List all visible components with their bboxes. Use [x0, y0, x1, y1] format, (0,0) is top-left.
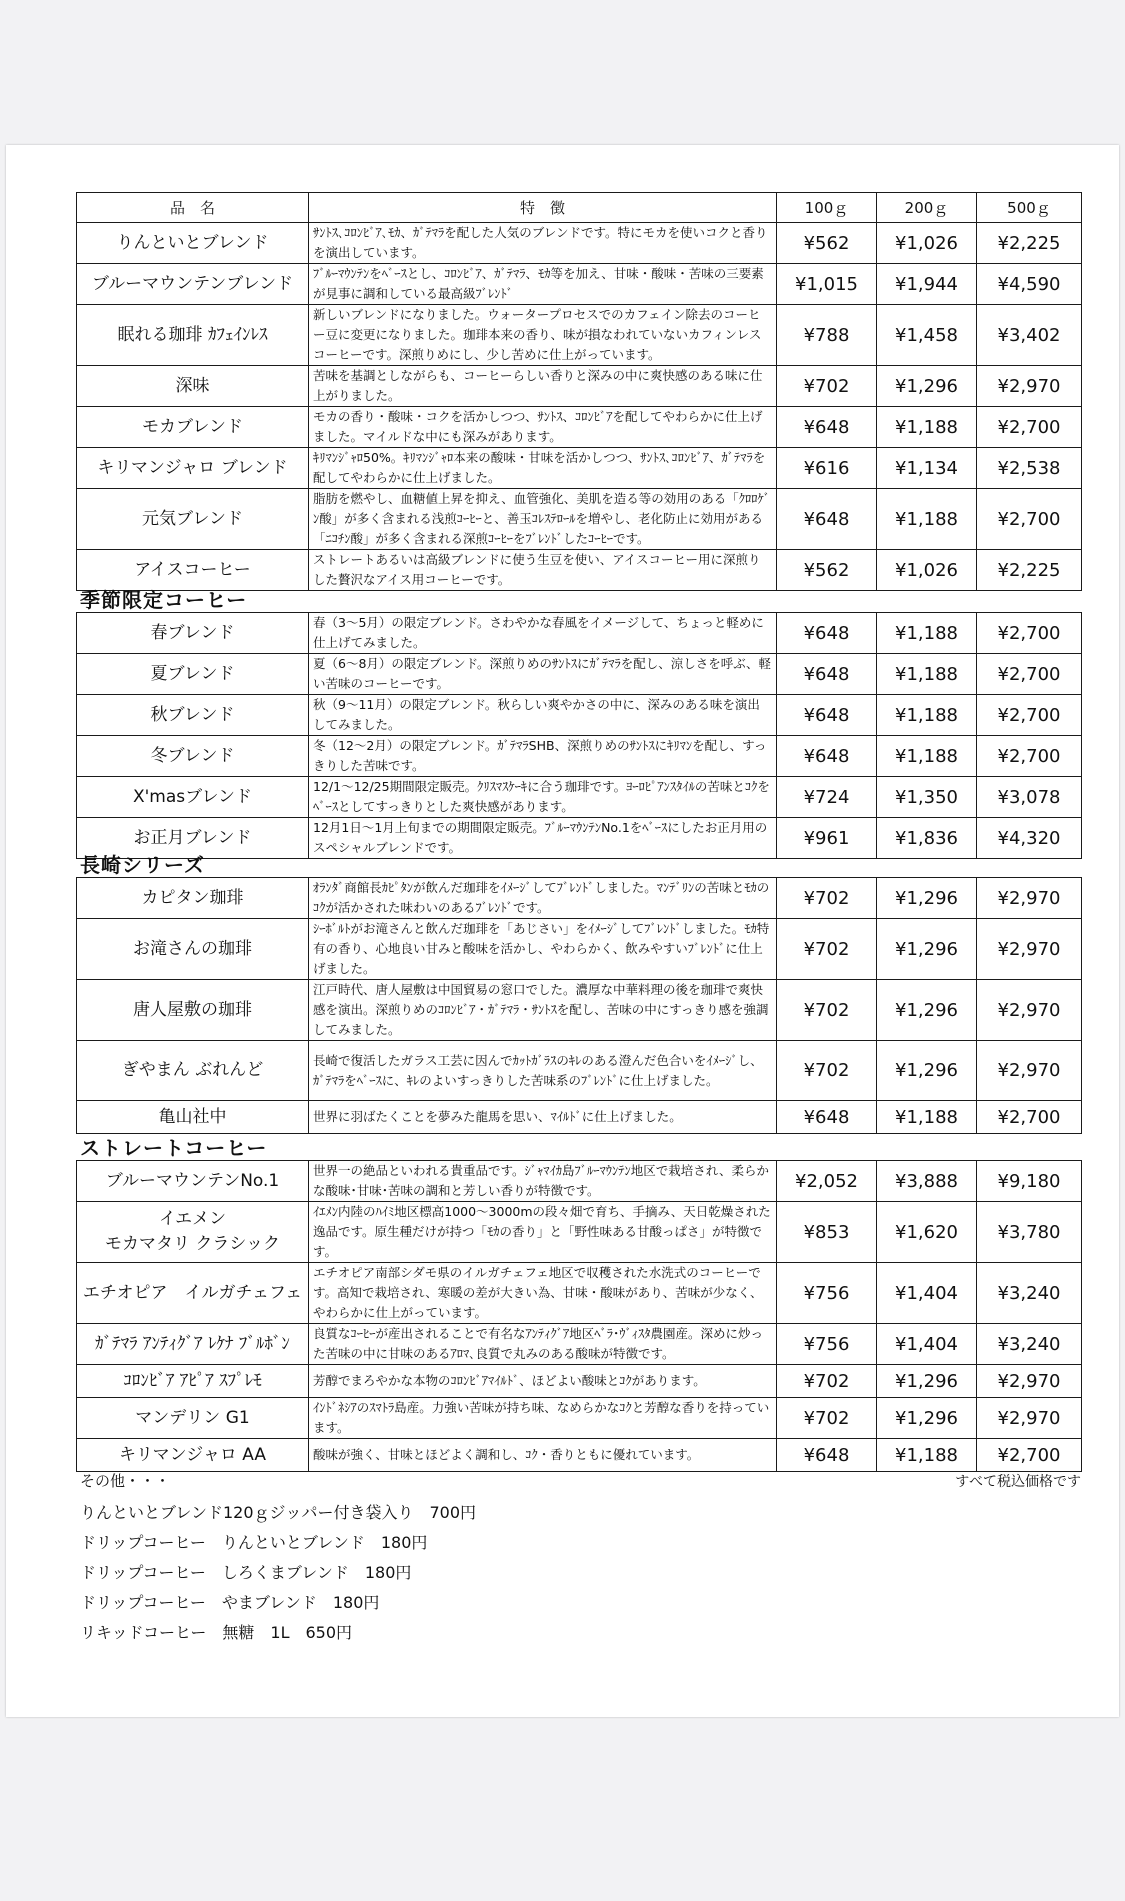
price-500g: ¥9,180 [977, 1161, 1082, 1202]
price-100g: ¥648 [777, 654, 877, 695]
price-100g: ¥853 [777, 1202, 877, 1263]
price-200g: ¥1,350 [877, 777, 977, 818]
product-name: ブルーマウンテンブレンド [77, 264, 309, 305]
table-row [77, 1161, 1082, 1202]
product-description: エチオピア南部シダモ県のイルガチェフェ地区で収穫された水洗式のコーヒーです。高知で栽培され、寒暖の差が大きい為、甘味・酸味があり、苦味が少なく、やわらかに仕上がっています。 [309, 1263, 777, 1324]
header-100g: 100ｇ [777, 193, 877, 223]
product-description: ストレートあるいは高級ブレンドに使う生豆を使い、アイスコーヒー用に深煎りした贅沢なアイス用コーヒーです。 [309, 550, 777, 591]
table-row [77, 1365, 1082, 1398]
table-row [77, 489, 1082, 550]
price-100g: ¥961 [777, 818, 877, 859]
product-name: 冬ブレンド [77, 736, 309, 777]
price-100g: ¥702 [777, 366, 877, 407]
price-100g: ¥648 [777, 613, 877, 654]
table-row [77, 695, 1082, 736]
table-row [77, 305, 1082, 366]
product-description: 良質なｺｰﾋｰが産出されることで有名なｱﾝﾃｨｸﾞｱ地区ﾍﾞﾗ･ｳﾞｨｽﾀ農園産。深めに炒った苦味の中に甘味のあるｱﾛﾏ､良質で丸みのある酸味が特徴です。 [309, 1324, 777, 1365]
price-100g: ¥616 [777, 448, 877, 489]
section-title: 長崎シリーズ [80, 853, 205, 877]
product-description: 長崎で復活したガラス工芸に因んでｶｯﾄｶﾞﾗｽのｷﾚのある澄んだ色合いをｲﾒｰｼﾞし、ｶﾞﾃﾏﾗをﾍﾞｰｽに、ｷﾚのよいすっきりした苦味系のﾌﾞﾚﾝﾄﾞに仕上げました。 [309, 1041, 777, 1101]
price-500g: ¥2,700 [977, 736, 1082, 777]
product-name: お滝さんの珈琲 [77, 919, 309, 980]
product-name: ｺﾛﾝﾋﾞｱ ｱﾋﾟｱ ｽﾌﾟﾚﾓ [77, 1365, 309, 1398]
product-description: 新しいブレンドになりました。ウォータープロセスでのカフェイン除去のコーヒー豆に変更になりました。珈琲本来の香り、味が損なわれていないカフィンレスコーヒーです。深煎りめにし、少し苦めに仕上がっています。 [309, 305, 777, 366]
price-table [76, 612, 1082, 859]
table-row [77, 264, 1082, 305]
table-row [77, 818, 1082, 859]
product-name: お正月ブレンド [77, 818, 309, 859]
price-200g: ¥1,296 [877, 919, 977, 980]
price-table [76, 877, 1082, 1134]
product-name: ｶﾞﾃﾏﾗ ｱﾝﾃｨｸﾞｱ ﾚｹﾅ ﾌﾞﾙﾎﾞﾝ [77, 1324, 309, 1365]
price-200g: ¥1,296 [877, 1041, 977, 1101]
price-200g: ¥1,188 [877, 1101, 977, 1134]
table-row [77, 613, 1082, 654]
price-100g: ¥788 [777, 305, 877, 366]
product-name: イエメン モカマタリ クラシック [77, 1202, 309, 1263]
price-500g: ¥2,700 [977, 695, 1082, 736]
product-name: キリマンジャロ AA [77, 1439, 309, 1472]
price-200g: ¥1,188 [877, 695, 977, 736]
table-row [77, 919, 1082, 980]
price-100g: ¥756 [777, 1324, 877, 1365]
product-description: 苦味を基調としながらも、コーヒーらしい香りと深みの中に爽快感のある味に仕上がりました。 [309, 366, 777, 407]
price-500g: ¥2,970 [977, 1398, 1082, 1439]
price-500g: ¥4,590 [977, 264, 1082, 305]
product-description: ｷﾘﾏﾝｼﾞｬﾛ50%。ｷﾘﾏﾝｼﾞｬﾛ本来の酸味・甘味を活かしつつ、ｻﾝﾄｽ､ｺﾛﾝﾋﾞｱ、ｶﾞﾃﾏﾗを配してやわらかに仕上げました。 [309, 448, 777, 489]
table-row [77, 407, 1082, 448]
header-name: 品 名 [77, 193, 309, 223]
price-200g: ¥1,188 [877, 654, 977, 695]
price-500g: ¥3,078 [977, 777, 1082, 818]
product-description: 冬（12～2月）の限定ブレンド。ｶﾞﾃﾏﾗSHB、深煎りめのｻﾝﾄｽにｷﾘﾏﾝを配し、すっきりした苦味です。 [309, 736, 777, 777]
price-100g: ¥702 [777, 1398, 877, 1439]
product-name: りんといとブレンド [77, 223, 309, 264]
price-500g: ¥2,970 [977, 366, 1082, 407]
product-description: 脂肪を燃やし、血糖値上昇を抑え、血管強化、美肌を造る等の効用のある「ｸﾛﾛｹﾞﾝ酸」が多く含まれる浅煎ｺｰﾋｰと、善玉ｺﾚｽﾃﾛｰﾙを増やし、老化防止に効用がある「ﾆｺﾁﾝ酸」が多く含まれる深煎ｺｰﾋｰをﾌﾞﾚﾝﾄﾞしたｺｰﾋｰです。 [309, 489, 777, 550]
price-500g: ¥2,970 [977, 980, 1082, 1041]
table-row [77, 1263, 1082, 1324]
product-description: ｻﾝﾄｽ､ｺﾛﾝﾋﾞｱ､ﾓｶ、ｶﾞﾃﾏﾗを配した人気のブレンドです。特にモカを使いコクと香りを演出しています。 [309, 223, 777, 264]
price-200g: ¥1,296 [877, 980, 977, 1041]
price-200g: ¥1,404 [877, 1324, 977, 1365]
table-row [77, 223, 1082, 264]
price-500g: ¥2,700 [977, 1439, 1082, 1472]
price-200g: ¥1,296 [877, 1398, 977, 1439]
price-500g: ¥3,402 [977, 305, 1082, 366]
other-item-line: リキッドコーヒー 無糖 1L 650円 [80, 1623, 353, 1642]
price-100g: ¥702 [777, 919, 877, 980]
product-name: キリマンジャロ ブレンド [77, 448, 309, 489]
product-name: マンデリン G1 [77, 1398, 309, 1439]
price-100g: ¥702 [777, 1041, 877, 1101]
price-100g: ¥702 [777, 1365, 877, 1398]
price-100g: ¥702 [777, 980, 877, 1041]
price-200g: ¥1,026 [877, 550, 977, 591]
product-name: 春ブレンド [77, 613, 309, 654]
table-row [77, 1202, 1082, 1263]
price-500g: ¥2,700 [977, 613, 1082, 654]
product-name: 亀山社中 [77, 1101, 309, 1134]
price-200g: ¥1,944 [877, 264, 977, 305]
price-200g: ¥1,026 [877, 223, 977, 264]
price-100g: ¥648 [777, 407, 877, 448]
other-item-line: ドリップコーヒー しろくまブレンド 180円 [80, 1563, 412, 1582]
product-name: 唐人屋敷の珈琲 [77, 980, 309, 1041]
table-row [77, 777, 1082, 818]
price-500g: ¥2,700 [977, 654, 1082, 695]
price-200g: ¥1,296 [877, 1365, 977, 1398]
table-row [77, 1324, 1082, 1365]
price-500g: ¥2,970 [977, 878, 1082, 919]
price-100g: ¥1,015 [777, 264, 877, 305]
other-items-title: その他・・・ [80, 1472, 171, 1490]
table-row [77, 878, 1082, 919]
price-200g: ¥1,458 [877, 305, 977, 366]
product-description: 春（3～5月）の限定ブレンド。さわやかな春風をイメージして、ちょっと軽めに仕上げてみました。 [309, 613, 777, 654]
price-200g: ¥1,296 [877, 366, 977, 407]
price-500g: ¥2,225 [977, 223, 1082, 264]
price-200g: ¥1,620 [877, 1202, 977, 1263]
header-desc: 特 徴 [309, 193, 777, 223]
price-100g: ¥648 [777, 1439, 877, 1472]
product-name: 深味 [77, 366, 309, 407]
tax-note: すべて税込価格です [955, 1474, 1081, 1490]
table-row [77, 654, 1082, 695]
price-500g: ¥2,700 [977, 1101, 1082, 1134]
price-500g: ¥2,970 [977, 919, 1082, 980]
price-500g: ¥4,320 [977, 818, 1082, 859]
price-500g: ¥3,780 [977, 1202, 1082, 1263]
table-row [77, 448, 1082, 489]
product-description: 江戸時代、唐人屋敷は中国貿易の窓口でした。濃厚な中華料理の後を珈琲で爽快感を演出。深煎りめのｺﾛﾝﾋﾞｱ・ｶﾞﾃﾏﾗ・ｻﾝﾄｽを配し、苦味の中にすっきり感を強調してみました。 [309, 980, 777, 1041]
product-name: 夏ブレンド [77, 654, 309, 695]
price-500g: ¥2,700 [977, 489, 1082, 550]
product-name: ブルーマウンテンNo.1 [77, 1161, 309, 1202]
section-title: ストレートコーヒー [80, 1136, 268, 1160]
table-row [77, 1398, 1082, 1439]
product-name: ぎやまん ぶれんど [77, 1041, 309, 1101]
product-description: 芳醇でまろやかな本物のｺﾛﾝﾋﾞｱﾏｲﾙﾄﾞ、ほどよい酸味とｺｸがあります。 [309, 1365, 777, 1398]
price-200g: ¥1,188 [877, 613, 977, 654]
price-100g: ¥2,052 [777, 1161, 877, 1202]
table-row [77, 366, 1082, 407]
price-table [76, 1160, 1082, 1472]
price-500g: ¥3,240 [977, 1324, 1082, 1365]
other-item-line: ドリップコーヒー やまブレンド 180円 [80, 1593, 380, 1612]
product-description: モカの香り・酸味・コクを活かしつつ、ｻﾝﾄｽ、ｺﾛﾝﾋﾞｱを配してやわらかに仕上げました。マイルドな中にも深みがあります。 [309, 407, 777, 448]
product-description: 12月1日～1月上旬までの期間限定販売。ﾌﾞﾙｰﾏｳﾝﾃﾝNo.1をﾍﾞｰｽにしたお正月用のスペシャルブレンドです。 [309, 818, 777, 859]
price-200g: ¥1,404 [877, 1263, 977, 1324]
product-name: 秋ブレンド [77, 695, 309, 736]
product-description: 世界一の絶品といわれる貴重品です。ｼﾞｬﾏｲｶ島ﾌﾞﾙｰﾏｳﾝﾃﾝ地区で栽培され、柔らかな酸味･甘味･苦味の調和と芳しい香りが特徴です。 [309, 1161, 777, 1202]
product-description: 12/1～12/25期間限定販売。ｸﾘｽﾏｽｹｰｷに合う珈琲です。ﾖｰﾛﾋﾟｱﾝｽﾀｲﾙの苦味とｺｸをﾍﾞｰｽとしてすっきりとした爽快感があります。 [309, 777, 777, 818]
price-200g: ¥1,188 [877, 489, 977, 550]
product-name: 元気ブレンド [77, 489, 309, 550]
product-name: カピタン珈琲 [77, 878, 309, 919]
table-row [77, 736, 1082, 777]
section-title: 季節限定コーヒー [80, 588, 248, 612]
table-row [77, 980, 1082, 1041]
price-200g: ¥1,188 [877, 407, 977, 448]
product-name: アイスコーヒー [77, 550, 309, 591]
price-200g: ¥1,188 [877, 1439, 977, 1472]
price-100g: ¥702 [777, 878, 877, 919]
header-500g: 500ｇ [977, 193, 1082, 223]
product-name: モカブレンド [77, 407, 309, 448]
price-200g: ¥1,296 [877, 878, 977, 919]
product-description: 夏（6～8月）の限定ブレンド。深煎りめのｻﾝﾄｽにｶﾞﾃﾏﾗを配し、涼しさを呼ぶ、軽い苦味のコーヒーです。 [309, 654, 777, 695]
table-row [77, 1101, 1082, 1134]
product-description: 酸味が強く、甘味とほどよく調和し、ｺｸ・香りともに優れています。 [309, 1439, 777, 1472]
price-100g: ¥648 [777, 695, 877, 736]
product-name: エチオピア イルガチェフェ [77, 1263, 309, 1324]
product-description: 秋（9～11月）の限定ブレンド。秋らしい爽やかさの中に、深みのある味を演出してみました。 [309, 695, 777, 736]
price-100g: ¥648 [777, 489, 877, 550]
other-item-line: りんといとブレンド120ｇジッパー付き袋入り 700円 [80, 1503, 477, 1522]
price-100g: ¥562 [777, 223, 877, 264]
price-100g: ¥562 [777, 550, 877, 591]
price-200g: ¥1,134 [877, 448, 977, 489]
price-500g: ¥2,225 [977, 550, 1082, 591]
table-header-row [77, 193, 1082, 223]
product-description: 世界に羽ばたくことを夢みた龍馬を思い、ﾏｲﾙﾄﾞに仕上げました。 [309, 1101, 777, 1134]
price-500g: ¥2,700 [977, 407, 1082, 448]
price-500g: ¥3,240 [977, 1263, 1082, 1324]
price-500g: ¥2,538 [977, 448, 1082, 489]
price-200g: ¥1,188 [877, 736, 977, 777]
product-description: ｼｰﾎﾞﾙﾄがお滝さんと飲んだ珈琲を「あじさい」をｲﾒｰｼﾞしてﾌﾞﾚﾝﾄﾞしました。ﾓｶ特有の香り、心地良い甘みと酸味を活かし、やわらかく、飲みやすいﾌﾞﾚﾝﾄﾞに仕上げました。 [309, 919, 777, 980]
product-name: X'masブレンド [77, 777, 309, 818]
price-200g: ¥1,836 [877, 818, 977, 859]
table-row [77, 1439, 1082, 1472]
price-500g: ¥2,970 [977, 1365, 1082, 1398]
price-100g: ¥648 [777, 736, 877, 777]
product-description: ｲﾝﾄﾞﾈｼｱのｽﾏﾄﾗ島産。力強い苦味が持ち味、なめらかなｺｸと芳醇な香りを持っています。 [309, 1398, 777, 1439]
other-item-line: ドリップコーヒー りんといとブレンド 180円 [80, 1533, 428, 1552]
price-100g: ¥648 [777, 1101, 877, 1134]
product-description: ｵﾗﾝﾀﾞ商館長ｶﾋﾟﾀﾝが飲んだ珈琲をｲﾒｰｼﾞしてﾌﾞﾚﾝﾄﾞしました。ﾏﾝﾃﾞﾘﾝの苦味とﾓｶのｺｸが活かされた味わいのあるﾌﾞﾚﾝﾄﾞです。 [309, 878, 777, 919]
product-name: 眠れる珈琲 ｶﾌｪｲﾝﾚｽ [77, 305, 309, 366]
price-200g: ¥3,888 [877, 1161, 977, 1202]
product-description: ﾌﾞﾙｰﾏｳﾝﾃﾝをﾍﾞｰｽとし、ｺﾛﾝﾋﾞｱ、ｶﾞﾃﾏﾗ、ﾓｶ等を加え、甘味・酸味・苦味の三要素が見事に調和している最高級ﾌﾞﾚﾝﾄﾞ [309, 264, 777, 305]
header-200g: 200ｇ [877, 193, 977, 223]
price-100g: ¥756 [777, 1263, 877, 1324]
price-500g: ¥2,970 [977, 1041, 1082, 1101]
price-table [76, 192, 1082, 591]
price-100g: ¥724 [777, 777, 877, 818]
product-description: ｲｴﾒﾝ内陸のﾊｲﾐ地区標高1000～3000mの段々畑で育ち、手摘み、天日乾燥された逸品です。原生種だけが持つ「ﾓｶの香り」と「野性味ある甘酸っぱさ」が特徴です。 [309, 1202, 777, 1263]
table-row [77, 1041, 1082, 1101]
